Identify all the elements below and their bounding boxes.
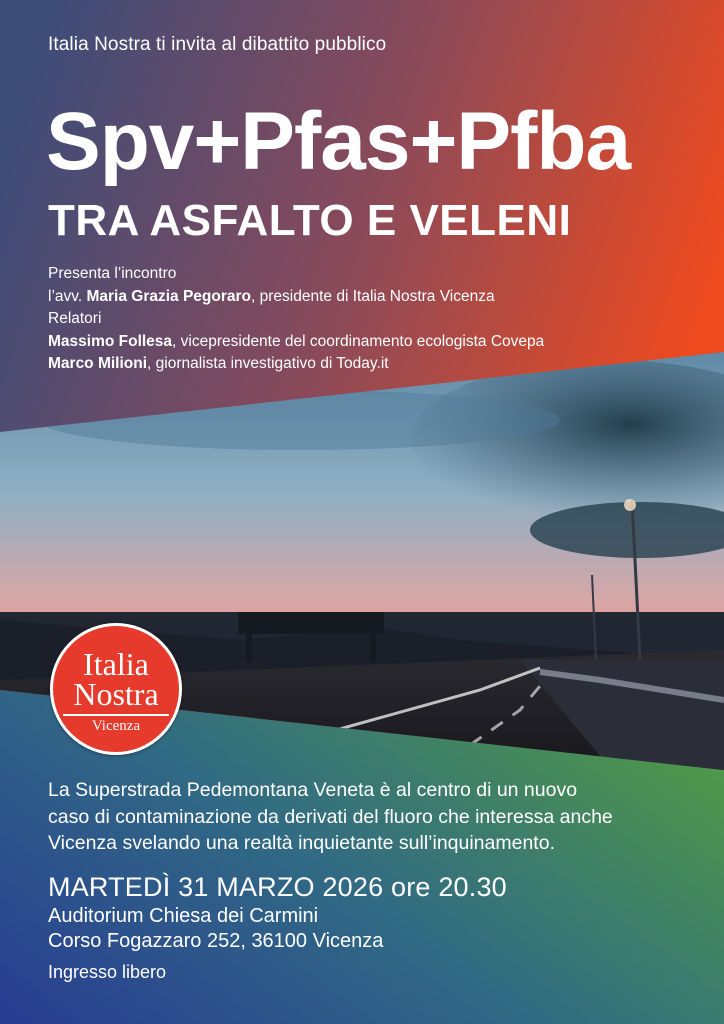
venue-address: Corso Fogazzaro 252, 36100 Vicenza bbox=[48, 930, 384, 952]
entry-info: Ingresso libero bbox=[48, 962, 167, 982]
presenter-role: , presidente di Italia Nostra Vicenza bbox=[251, 287, 495, 305]
presenter-label: Presenta l’incontro bbox=[48, 265, 177, 282]
logo-line-3: Vicenza bbox=[91, 718, 141, 734]
intro-text: Italia Nostra ti invita al dibattito pubblico bbox=[48, 34, 387, 55]
description bbox=[48, 777, 613, 857]
speaker-line bbox=[48, 331, 544, 354]
speaker-name: Marco Milioni bbox=[48, 355, 148, 372]
italia-nostra-logo bbox=[50, 623, 182, 755]
speaker-line bbox=[48, 353, 544, 376]
presenter-name: Maria Grazia Pegoraro bbox=[86, 287, 252, 305]
description-line: La Superstrada Pedemontana Veneta è al centro di un nuovo bbox=[48, 779, 578, 801]
speaker-role: , giornalista investigativo di Today.it bbox=[147, 355, 389, 372]
main-title: Spv+Pfas+Pfba bbox=[46, 96, 631, 187]
speakers-label: Relatori bbox=[48, 310, 102, 327]
description-line: caso di contaminazione da derivati del fluoro che interessa anche bbox=[48, 805, 613, 828]
venue-name: Auditorium Chiesa dei Carmini bbox=[48, 905, 319, 927]
presenter-line bbox=[48, 286, 544, 309]
subtitle: TRA ASFALTO E VELENI bbox=[48, 196, 572, 245]
logo-divider bbox=[63, 714, 169, 716]
description-line: Vicenza svelando una realtà inquietante sull’inquinamento. bbox=[48, 832, 555, 854]
logo-line-1: Italia bbox=[83, 646, 149, 682]
speaker-role: , vicepresidente del coordinamento ecologista Covepa bbox=[172, 332, 545, 350]
speaker-name: Massimo Follesa bbox=[48, 332, 173, 350]
logo-line-2: Nostra bbox=[73, 676, 159, 712]
event-date: MARTEDÌ 31 MARZO 2026 ore 20.30 bbox=[48, 872, 507, 902]
credits-block bbox=[48, 263, 544, 376]
presenter-prefix: l’avv. bbox=[48, 287, 87, 305]
event-venue bbox=[48, 904, 383, 954]
